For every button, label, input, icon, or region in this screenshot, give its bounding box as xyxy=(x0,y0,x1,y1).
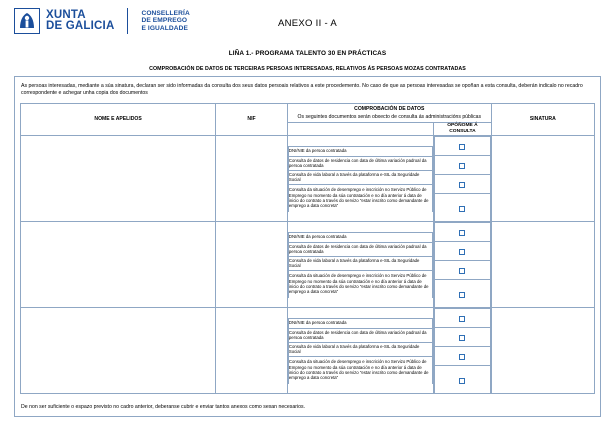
oponhome-checkbox[interactable] xyxy=(459,335,465,341)
header-name: NOME E APELIDOS xyxy=(21,104,216,136)
checkbox-list xyxy=(434,136,490,221)
document-item: Consulta de datos de residencia con data de última variación padroal da persoa contratada xyxy=(288,156,432,170)
oponhome-checkbox[interactable] xyxy=(459,182,465,188)
header-oponhome-line2: CONSULTA xyxy=(449,129,476,134)
row-nif-cell[interactable] xyxy=(216,136,288,222)
oponhome-checkbox[interactable] xyxy=(459,230,465,236)
xunta-logo-line1: XUNTA xyxy=(46,8,86,21)
oponhome-checkbox[interactable] xyxy=(459,292,465,298)
document-item: Consulta de vida laboral a través da plataforma e-SIL da Seguridade Social xyxy=(288,256,432,270)
documents-list xyxy=(288,146,433,212)
oponhome-checkbox[interactable] xyxy=(459,249,465,255)
row-nif-cell[interactable] xyxy=(216,308,288,394)
conselleria-line-3: E IGUALDADE xyxy=(141,24,188,32)
row-checkboxes-cell xyxy=(434,222,491,308)
header-comprobacion-line2: Os seguintes documentos serán obxecto de consulta ás administracións públicas xyxy=(297,113,482,120)
conselleria-line-2: DE EMPREGO xyxy=(141,17,188,25)
oponhome-checkbox[interactable] xyxy=(459,354,465,360)
oponhome-checkbox[interactable] xyxy=(459,378,465,384)
row-documents-cell xyxy=(287,136,433,222)
document-item: Consulta de datos de residencia con data de última variación padroal da persoa contratada xyxy=(288,328,432,342)
document-item: DNI/NIE da persoa contratada xyxy=(288,146,432,156)
comprobacion-table xyxy=(20,103,595,394)
row-checkboxes-cell xyxy=(434,308,491,394)
row-name-cell[interactable] xyxy=(21,308,216,394)
checkbox-list xyxy=(434,222,490,307)
header-nif: NIF xyxy=(216,104,288,136)
document-item: Consulta de vida laboral a través da plataforma e-SIL da Seguridade Social xyxy=(288,342,432,356)
document-item: Consulta de datos de residencia con data de última variación padroal da persoa contratada xyxy=(288,242,432,256)
header-signature: SINATURA xyxy=(491,104,594,136)
programme-line: LIÑA 1.- PROGRAMA TALENTO 30 EN PRÁCTICAS xyxy=(228,50,387,57)
section-subtitle: COMPROBACIÓN DE DATOS DE TERCEIRAS PERSOAS INTERESADAS, RELATIVOS ÁS PERSOAS MOZAS CONTRATADAS xyxy=(149,66,466,72)
row-name-cell[interactable] xyxy=(21,136,216,222)
header-oponhome xyxy=(434,123,491,136)
document-item: Consulta da situación de desemprego e inscrición no Servizo Público de Emprego no momento da súa contratación e no día anterior á data de inicio do contrato a través do servizo "estar inscrito como demandante de emprego a data concreta" xyxy=(288,184,432,212)
bottom-note: De non ser suficiente o espazo previsto no cadro anterior, deberanse cubrir e enviar tantos anexos como sexan necesarios. xyxy=(21,404,306,410)
anexo-title: ANEXO II - A xyxy=(277,18,338,29)
document-item: DNI/NIE da persoa contratada xyxy=(288,318,432,328)
oponhome-checkbox[interactable] xyxy=(459,268,465,274)
header-oponhome-line1: OPÓÑOME Á xyxy=(447,123,478,128)
table-row xyxy=(21,222,595,308)
row-signature-cell[interactable] xyxy=(491,136,594,222)
document-item: Consulta da situación de desemprego e inscrición no Servizo Público de Emprego no momento da súa contratación e no día anterior á data de inicio do contrato a través do servizo "estar inscrito como demandante de emprego a data concreta" xyxy=(288,356,432,384)
documents-list xyxy=(288,232,433,298)
header-comprobacion xyxy=(287,104,491,123)
header-doc-spacer xyxy=(287,123,433,136)
table-row xyxy=(21,308,595,394)
document-item: Consulta da situación de desemprego e inscrición no Servizo Público de Emprego no momento da súa contratación e no día anterior á data de inicio do contrato a través do servizo "estar inscrito como demandante de emprego a data concreta" xyxy=(288,270,432,298)
row-signature-cell[interactable] xyxy=(491,308,594,394)
row-name-cell[interactable] xyxy=(21,222,216,308)
oponhome-checkbox[interactable] xyxy=(459,206,465,212)
declaration-text: As persoas interesadas, mediante a súa sinatura, declaran ser sido informadas da consulta dos seus datos persoais relativos a este procedemento. No caso de que as persoas interesadas se opoñan a esta consulta, deberán indicalo no recadro correspondente e achegar unha copia dos documentos xyxy=(21,83,583,96)
checkbox-list xyxy=(434,308,490,393)
oponhome-checkbox[interactable] xyxy=(459,144,465,150)
oponhome-checkbox[interactable] xyxy=(459,163,465,169)
oponhome-checkbox[interactable] xyxy=(459,316,465,322)
xunta-logo-line2: DE GALICIA xyxy=(46,20,115,32)
documents-list xyxy=(288,318,433,384)
conselleria-line-1: CONSELLERÍA xyxy=(141,9,190,17)
row-documents-cell xyxy=(287,308,433,394)
table-header-row xyxy=(21,104,595,123)
document-header xyxy=(14,8,601,46)
row-documents-cell xyxy=(287,222,433,308)
row-signature-cell[interactable] xyxy=(491,222,594,308)
main-form-box xyxy=(14,76,601,417)
table-row xyxy=(21,136,595,222)
document-item: DNI/NIE da persoa contratada xyxy=(288,232,432,242)
header-comprobacion-line1: COMPROBACIÓN DE DATOS xyxy=(354,106,425,112)
row-nif-cell[interactable] xyxy=(216,222,288,308)
document-item: Consulta de vida laboral a través da plataforma e-SIL da Seguridade Social xyxy=(288,170,432,184)
row-checkboxes-cell xyxy=(434,136,491,222)
